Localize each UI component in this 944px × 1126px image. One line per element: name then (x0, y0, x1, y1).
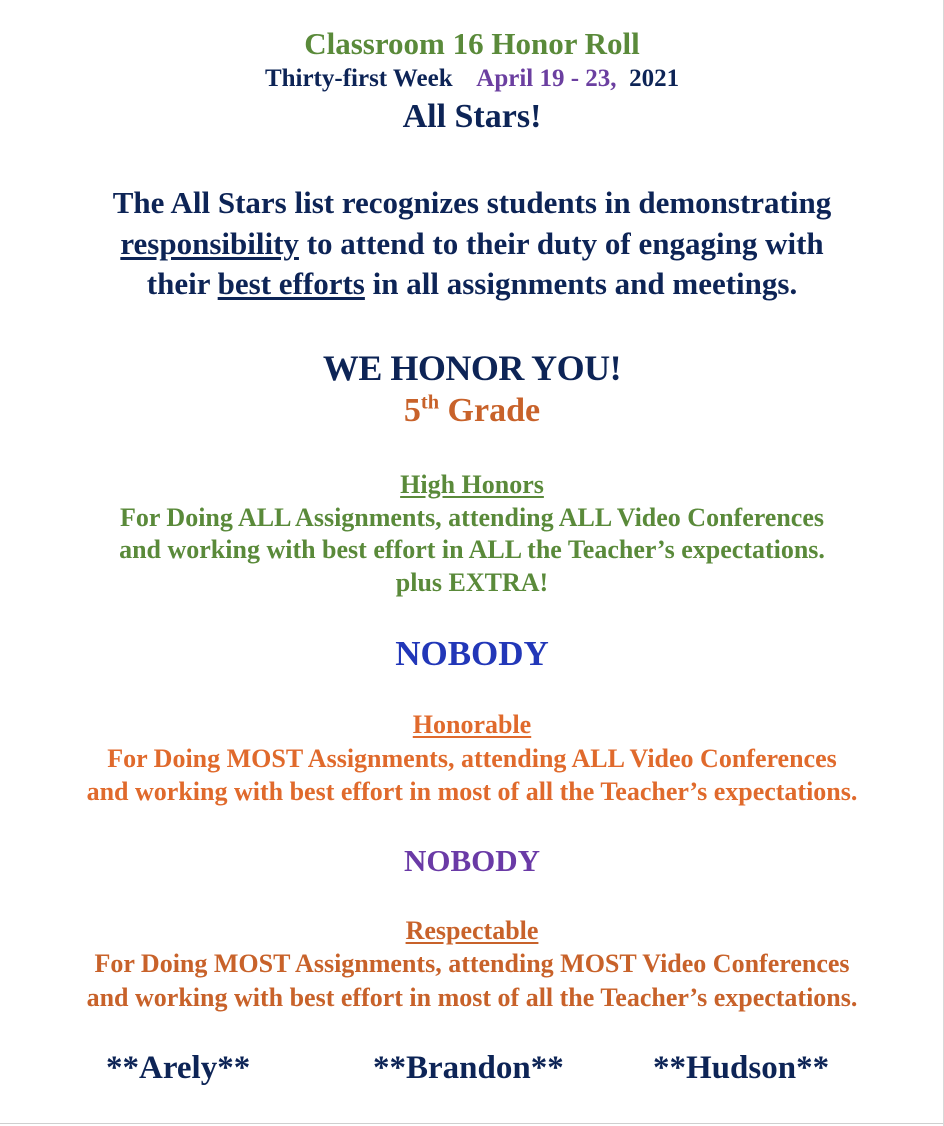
respectable-title (0, 918, 944, 944)
intro-line-2 (0, 228, 944, 259)
honorable-line-1: For Doing MOST Assignments, attending ALL Video Conferences (107, 744, 837, 773)
honorable-recipients: NOBODY (403, 843, 541, 878)
honorable-title (0, 712, 944, 738)
grade-number: 5 (403, 392, 421, 429)
intro-line-1: The All Stars list recognizes students in demonstrating (112, 185, 832, 220)
high-honors-line-3: plus EXTRA! (395, 568, 549, 597)
respectable-title-text: Respectable (405, 916, 539, 945)
high-honors-line-1: For Doing ALL Assignments, attending ALL Video Conferences (119, 503, 825, 532)
intro-line-3-rest: in all assignments and meetings. (364, 266, 798, 301)
date-range: April 19 - 23, (476, 65, 617, 92)
intro-line-3 (0, 268, 944, 299)
high-honors-line-2: and working with best effort in ALL the Teacher’s expectations. (119, 535, 825, 564)
high-honors-recipients: NOBODY (395, 634, 549, 673)
best-efforts-emphasis: best efforts (217, 266, 365, 301)
recipient-name: **Brandon** (373, 1050, 564, 1086)
recipient-name: **Arely** (106, 1050, 251, 1086)
honorable-title-text: Honorable (412, 710, 532, 739)
grade-label: Grade (439, 392, 541, 429)
grade-heading (0, 391, 944, 429)
honorable-line-2: and working with best effort in most of all the Teacher’s expectations. (86, 777, 858, 806)
intro-line-3-start: their (146, 266, 218, 301)
respectable-line-2: and working with best effort in most of all the Teacher’s expectations. (86, 983, 858, 1012)
intro-line-2-rest: to attend to their duty of engaging with (298, 226, 824, 261)
all-stars-banner: All Stars! (402, 98, 542, 135)
high-honors-title (0, 472, 944, 498)
honor-heading: WE HONOR YOU! (322, 348, 622, 388)
week-line (0, 66, 944, 91)
respectable-line-1: For Doing MOST Assignments, attending MOST Video Conferences (94, 949, 850, 978)
year: 2021 (629, 65, 680, 92)
responsibility-emphasis: responsibility (120, 226, 299, 261)
document-title: Classroom 16 Honor Roll (304, 26, 640, 61)
high-honors-title-text: High Honors (400, 470, 544, 499)
grade-suffix: th (420, 391, 440, 414)
page-bottom-border (0, 1123, 944, 1124)
recipient-name: **Hudson** (653, 1050, 830, 1086)
respectable-recipients (0, 1050, 944, 1090)
week-label: Thirty-first Week (264, 65, 453, 92)
